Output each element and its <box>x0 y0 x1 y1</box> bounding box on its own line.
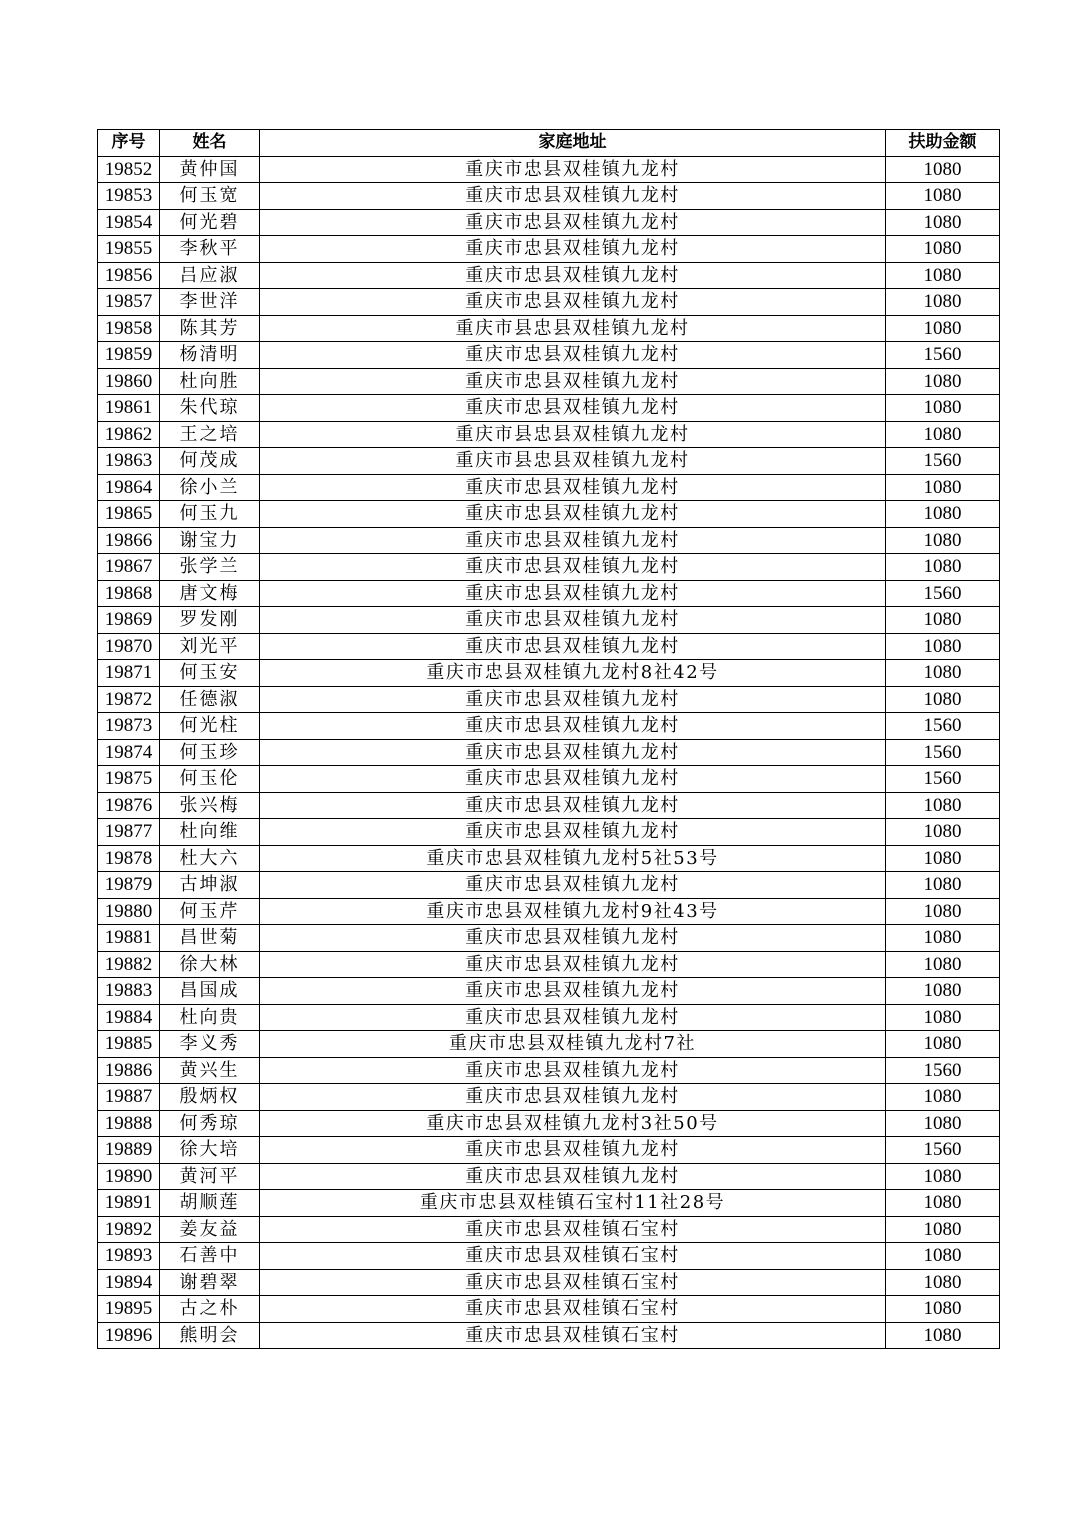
cell-address: 重庆市忠县双桂镇九龙村 <box>260 792 886 819</box>
header-name: 姓名 <box>160 130 260 157</box>
cell-name: 杨清明 <box>160 342 260 369</box>
cell-address: 重庆市忠县双桂镇九龙村 <box>260 978 886 1005</box>
cell-seq: 19861 <box>98 395 160 422</box>
cell-seq: 19862 <box>98 421 160 448</box>
cell-seq: 19881 <box>98 925 160 952</box>
cell-name: 吕应淑 <box>160 262 260 289</box>
cell-address: 重庆市忠县双桂镇九龙村 <box>260 527 886 554</box>
cell-amount: 1080 <box>886 289 1000 316</box>
table-row <box>98 660 1000 687</box>
cell-amount: 1080 <box>886 474 1000 501</box>
table-body <box>98 156 1000 1349</box>
table-row <box>98 1216 1000 1243</box>
table-row <box>98 872 1000 899</box>
cell-address: 重庆市忠县双桂镇九龙村3社50号 <box>260 1110 886 1137</box>
cell-amount: 1080 <box>886 925 1000 952</box>
cell-address: 重庆市忠县双桂镇九龙村9社43号 <box>260 898 886 925</box>
table-row <box>98 501 1000 528</box>
table-row <box>98 1269 1000 1296</box>
cell-amount: 1560 <box>886 739 1000 766</box>
table-row <box>98 527 1000 554</box>
cell-address: 重庆市忠县双桂镇九龙村 <box>260 739 886 766</box>
cell-address: 重庆市忠县双桂镇九龙村 <box>260 262 886 289</box>
table-row <box>98 368 1000 395</box>
cell-name: 陈其芳 <box>160 315 260 342</box>
cell-amount: 1080 <box>886 262 1000 289</box>
cell-name: 何玉芹 <box>160 898 260 925</box>
cell-address: 重庆市忠县双桂镇九龙村 <box>260 236 886 263</box>
cell-name: 徐小兰 <box>160 474 260 501</box>
cell-seq: 19895 <box>98 1296 160 1323</box>
cell-amount: 1080 <box>886 183 1000 210</box>
cell-amount: 1560 <box>886 1137 1000 1164</box>
table-row <box>98 580 1000 607</box>
table-row <box>98 951 1000 978</box>
cell-seq: 19870 <box>98 633 160 660</box>
cell-name: 刘光平 <box>160 633 260 660</box>
cell-amount: 1080 <box>886 501 1000 528</box>
cell-address: 重庆市忠县双桂镇九龙村 <box>260 342 886 369</box>
cell-address: 重庆市忠县双桂镇九龙村 <box>260 686 886 713</box>
cell-amount: 1080 <box>886 156 1000 183</box>
beneficiary-table <box>97 129 1000 1349</box>
cell-name: 黄河平 <box>160 1163 260 1190</box>
cell-amount: 1080 <box>886 872 1000 899</box>
cell-amount: 1080 <box>886 236 1000 263</box>
cell-name: 何玉九 <box>160 501 260 528</box>
cell-name: 何光柱 <box>160 713 260 740</box>
cell-address: 重庆市忠县双桂镇九龙村 <box>260 1057 886 1084</box>
table-row <box>98 766 1000 793</box>
header-amount: 扶助金额 <box>886 130 1000 157</box>
cell-amount: 1080 <box>886 421 1000 448</box>
cell-name: 李义秀 <box>160 1031 260 1058</box>
cell-address: 重庆市忠县双桂镇九龙村 <box>260 1163 886 1190</box>
cell-amount: 1080 <box>886 1243 1000 1270</box>
table-row <box>98 1004 1000 1031</box>
cell-amount: 1080 <box>886 1084 1000 1111</box>
table-row <box>98 739 1000 766</box>
cell-amount: 1080 <box>886 1322 1000 1349</box>
cell-address: 重庆市忠县双桂镇石宝村 <box>260 1243 886 1270</box>
cell-address: 重庆市忠县双桂镇九龙村 <box>260 925 886 952</box>
cell-seq: 19852 <box>98 156 160 183</box>
cell-seq: 19877 <box>98 819 160 846</box>
cell-name: 任德淑 <box>160 686 260 713</box>
cell-amount: 1080 <box>886 978 1000 1005</box>
cell-name: 石善中 <box>160 1243 260 1270</box>
table-row <box>98 1031 1000 1058</box>
table-row <box>98 448 1000 475</box>
cell-seq: 19860 <box>98 368 160 395</box>
cell-address: 重庆市忠县双桂镇九龙村 <box>260 289 886 316</box>
table-row <box>98 898 1000 925</box>
cell-seq: 19892 <box>98 1216 160 1243</box>
cell-address: 重庆市忠县双桂镇九龙村8社42号 <box>260 660 886 687</box>
table-row <box>98 262 1000 289</box>
cell-name: 熊明会 <box>160 1322 260 1349</box>
table-row <box>98 209 1000 236</box>
cell-name: 古之朴 <box>160 1296 260 1323</box>
cell-address: 重庆市忠县双桂镇九龙村 <box>260 872 886 899</box>
cell-name: 唐文梅 <box>160 580 260 607</box>
cell-amount: 1080 <box>886 660 1000 687</box>
cell-name: 杜大六 <box>160 845 260 872</box>
cell-seq: 19854 <box>98 209 160 236</box>
cell-amount: 1080 <box>886 845 1000 872</box>
table-row <box>98 1243 1000 1270</box>
cell-seq: 19882 <box>98 951 160 978</box>
cell-name: 李秋平 <box>160 236 260 263</box>
cell-name: 黄兴生 <box>160 1057 260 1084</box>
cell-seq: 19883 <box>98 978 160 1005</box>
cell-name: 姜友益 <box>160 1216 260 1243</box>
cell-seq: 19890 <box>98 1163 160 1190</box>
cell-name: 朱代琼 <box>160 395 260 422</box>
cell-seq: 19875 <box>98 766 160 793</box>
cell-address: 重庆市忠县双桂镇九龙村 <box>260 156 886 183</box>
table-row <box>98 236 1000 263</box>
table-row <box>98 421 1000 448</box>
cell-name: 杜向贵 <box>160 1004 260 1031</box>
cell-name: 昌世菊 <box>160 925 260 952</box>
cell-address: 重庆市忠县双桂镇九龙村 <box>260 209 886 236</box>
table-row <box>98 792 1000 819</box>
cell-amount: 1080 <box>886 1004 1000 1031</box>
cell-seq: 19855 <box>98 236 160 263</box>
cell-address: 重庆市忠县双桂镇石宝村11社28号 <box>260 1190 886 1217</box>
cell-name: 徐大培 <box>160 1137 260 1164</box>
cell-seq: 19866 <box>98 527 160 554</box>
cell-address: 重庆市忠县双桂镇九龙村 <box>260 951 886 978</box>
cell-seq: 19853 <box>98 183 160 210</box>
cell-name: 罗发刚 <box>160 607 260 634</box>
cell-address: 重庆市忠县双桂镇石宝村 <box>260 1322 886 1349</box>
cell-seq: 19865 <box>98 501 160 528</box>
table-row <box>98 1057 1000 1084</box>
table-row <box>98 713 1000 740</box>
cell-address: 重庆市忠县双桂镇九龙村7社 <box>260 1031 886 1058</box>
cell-name: 徐大林 <box>160 951 260 978</box>
cell-address: 重庆市忠县双桂镇九龙村 <box>260 183 886 210</box>
cell-name: 杜向胜 <box>160 368 260 395</box>
cell-name: 杜向维 <box>160 819 260 846</box>
cell-address: 重庆市忠县双桂镇九龙村 <box>260 1004 886 1031</box>
cell-name: 古坤淑 <box>160 872 260 899</box>
table-row <box>98 315 1000 342</box>
table-row <box>98 1084 1000 1111</box>
cell-seq: 19878 <box>98 845 160 872</box>
cell-seq: 19889 <box>98 1137 160 1164</box>
cell-seq: 19857 <box>98 289 160 316</box>
table-row <box>98 925 1000 952</box>
cell-amount: 1080 <box>886 1296 1000 1323</box>
cell-name: 殷炳权 <box>160 1084 260 1111</box>
cell-amount: 1560 <box>886 713 1000 740</box>
cell-seq: 19880 <box>98 898 160 925</box>
cell-amount: 1560 <box>886 448 1000 475</box>
cell-address: 重庆市忠县双桂镇九龙村 <box>260 501 886 528</box>
cell-amount: 1080 <box>886 527 1000 554</box>
cell-amount: 1560 <box>886 580 1000 607</box>
cell-amount: 1080 <box>886 1163 1000 1190</box>
cell-address: 重庆市忠县双桂镇九龙村 <box>260 368 886 395</box>
cell-amount: 1080 <box>886 1190 1000 1217</box>
header-address: 家庭地址 <box>260 130 886 157</box>
cell-amount: 1080 <box>886 395 1000 422</box>
cell-seq: 19886 <box>98 1057 160 1084</box>
cell-amount: 1080 <box>886 1031 1000 1058</box>
cell-address: 重庆市县忠县双桂镇九龙村 <box>260 315 886 342</box>
cell-address: 重庆市忠县双桂镇九龙村 <box>260 819 886 846</box>
cell-name: 何茂成 <box>160 448 260 475</box>
cell-seq: 19869 <box>98 607 160 634</box>
cell-name: 何玉珍 <box>160 739 260 766</box>
cell-name: 黄仲国 <box>160 156 260 183</box>
cell-seq: 19864 <box>98 474 160 501</box>
cell-address: 重庆市忠县双桂镇九龙村5社53号 <box>260 845 886 872</box>
table-row <box>98 289 1000 316</box>
cell-amount: 1080 <box>886 554 1000 581</box>
cell-seq: 19859 <box>98 342 160 369</box>
cell-seq: 19871 <box>98 660 160 687</box>
cell-name: 张兴梅 <box>160 792 260 819</box>
cell-seq: 19893 <box>98 1243 160 1270</box>
cell-name: 何玉宽 <box>160 183 260 210</box>
cell-amount: 1560 <box>886 766 1000 793</box>
cell-amount: 1080 <box>886 209 1000 236</box>
cell-address: 重庆市县忠县双桂镇九龙村 <box>260 421 886 448</box>
table-row <box>98 554 1000 581</box>
cell-address: 重庆市忠县双桂镇石宝村 <box>260 1269 886 1296</box>
table-row <box>98 1322 1000 1349</box>
cell-name: 王之培 <box>160 421 260 448</box>
cell-name: 昌国成 <box>160 978 260 1005</box>
cell-address: 重庆市忠县双桂镇九龙村 <box>260 633 886 660</box>
cell-seq: 19874 <box>98 739 160 766</box>
table-row <box>98 183 1000 210</box>
cell-name: 何光碧 <box>160 209 260 236</box>
cell-address: 重庆市忠县双桂镇九龙村 <box>260 713 886 740</box>
table-header-row <box>98 130 1000 157</box>
cell-seq: 19873 <box>98 713 160 740</box>
cell-seq: 19888 <box>98 1110 160 1137</box>
cell-amount: 1080 <box>886 819 1000 846</box>
cell-amount: 1560 <box>886 1057 1000 1084</box>
cell-seq: 19872 <box>98 686 160 713</box>
cell-amount: 1080 <box>886 368 1000 395</box>
cell-amount: 1080 <box>886 1110 1000 1137</box>
cell-amount: 1080 <box>886 1216 1000 1243</box>
cell-name: 谢碧翠 <box>160 1269 260 1296</box>
table-row <box>98 1296 1000 1323</box>
cell-amount: 1080 <box>886 792 1000 819</box>
cell-address: 重庆市忠县双桂镇石宝村 <box>260 1216 886 1243</box>
cell-seq: 19891 <box>98 1190 160 1217</box>
cell-address: 重庆市忠县双桂镇九龙村 <box>260 1137 886 1164</box>
table-row <box>98 686 1000 713</box>
table-row <box>98 395 1000 422</box>
cell-address: 重庆市忠县双桂镇九龙村 <box>260 554 886 581</box>
cell-seq: 19885 <box>98 1031 160 1058</box>
cell-amount: 1560 <box>886 342 1000 369</box>
cell-address: 重庆市忠县双桂镇石宝村 <box>260 1296 886 1323</box>
cell-name: 胡顺莲 <box>160 1190 260 1217</box>
cell-address: 重庆市忠县双桂镇九龙村 <box>260 607 886 634</box>
cell-amount: 1080 <box>886 607 1000 634</box>
cell-seq: 19896 <box>98 1322 160 1349</box>
table-row <box>98 474 1000 501</box>
cell-name: 何玉伦 <box>160 766 260 793</box>
cell-seq: 19858 <box>98 315 160 342</box>
cell-seq: 19887 <box>98 1084 160 1111</box>
cell-amount: 1080 <box>886 686 1000 713</box>
cell-seq: 19856 <box>98 262 160 289</box>
cell-amount: 1080 <box>886 898 1000 925</box>
cell-name: 张学兰 <box>160 554 260 581</box>
cell-address: 重庆市忠县双桂镇九龙村 <box>260 395 886 422</box>
cell-amount: 1080 <box>886 1269 1000 1296</box>
table-row <box>98 607 1000 634</box>
cell-seq: 19867 <box>98 554 160 581</box>
cell-seq: 19894 <box>98 1269 160 1296</box>
cell-seq: 19868 <box>98 580 160 607</box>
header-seq: 序号 <box>98 130 160 157</box>
cell-seq: 19876 <box>98 792 160 819</box>
cell-name: 谢宝力 <box>160 527 260 554</box>
table-row <box>98 633 1000 660</box>
cell-address: 重庆市忠县双桂镇九龙村 <box>260 766 886 793</box>
table-row <box>98 1163 1000 1190</box>
table-row <box>98 845 1000 872</box>
table-row <box>98 978 1000 1005</box>
cell-name: 李世洋 <box>160 289 260 316</box>
cell-address: 重庆市忠县双桂镇九龙村 <box>260 1084 886 1111</box>
cell-address: 重庆市县忠县双桂镇九龙村 <box>260 448 886 475</box>
cell-seq: 19879 <box>98 872 160 899</box>
table-row <box>98 1190 1000 1217</box>
cell-seq: 19884 <box>98 1004 160 1031</box>
cell-amount: 1080 <box>886 633 1000 660</box>
table-row <box>98 156 1000 183</box>
table-row <box>98 1110 1000 1137</box>
table-row <box>98 342 1000 369</box>
cell-address: 重庆市忠县双桂镇九龙村 <box>260 580 886 607</box>
cell-amount: 1080 <box>886 315 1000 342</box>
cell-address: 重庆市忠县双桂镇九龙村 <box>260 474 886 501</box>
table-row <box>98 819 1000 846</box>
cell-seq: 19863 <box>98 448 160 475</box>
cell-name: 何玉安 <box>160 660 260 687</box>
table-row <box>98 1137 1000 1164</box>
cell-name: 何秀琼 <box>160 1110 260 1137</box>
cell-amount: 1080 <box>886 951 1000 978</box>
